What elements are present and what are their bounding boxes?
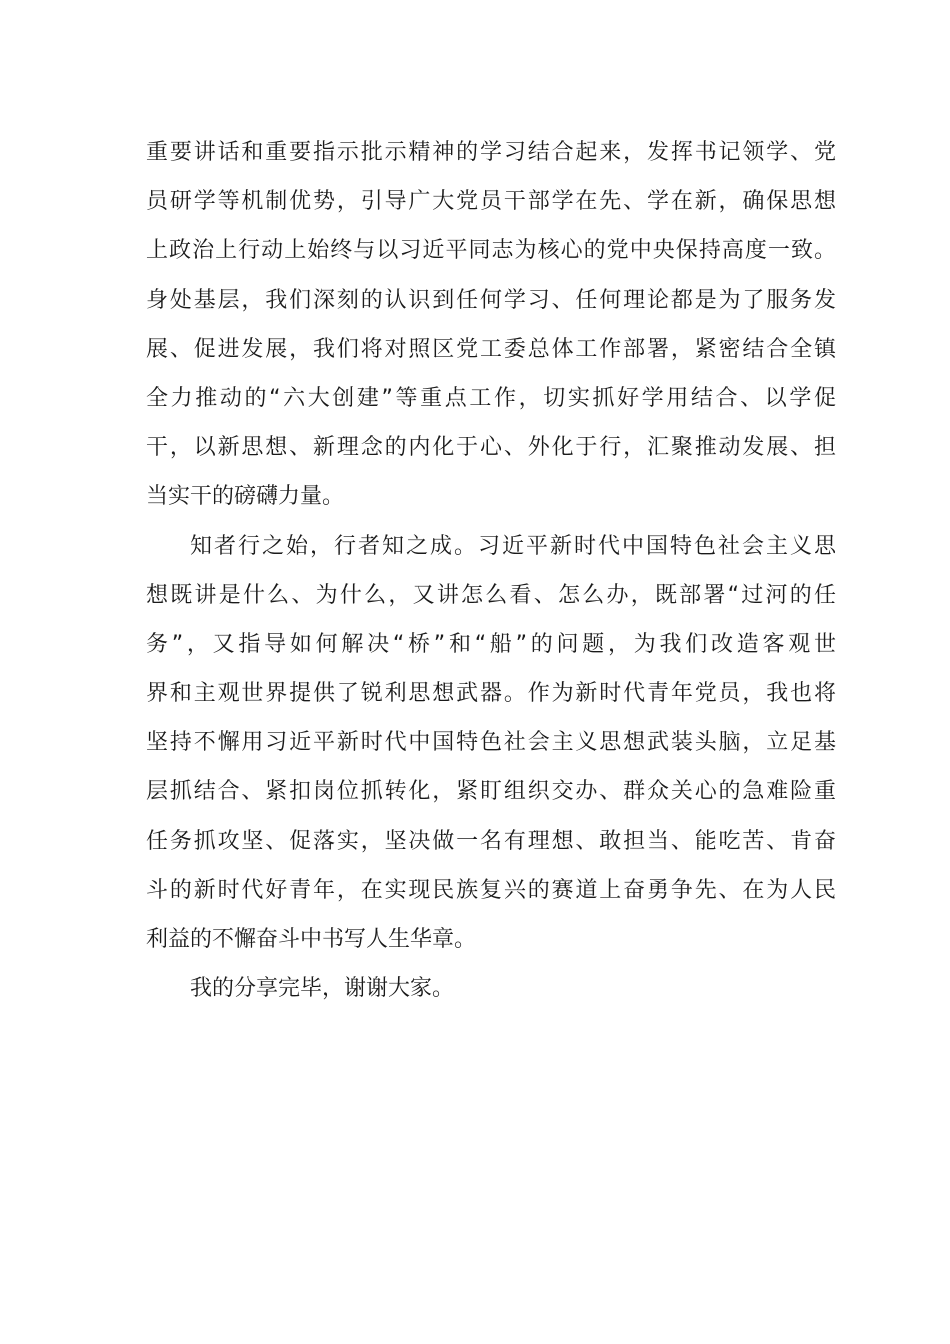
text-line: 想既讲是什么、为什么，又讲怎么看、怎么办，既部署“过河的任 — [146, 582, 836, 608]
text-line: 任务抓攻坚、促落实，坚决做一名有理想、敢担当、能吃苦、肯奋 — [146, 828, 836, 854]
text-line: 斗的新时代好青年，在实现民族复兴的赛道上奋勇争先、在为人民 — [146, 877, 836, 903]
text-line: 全力推动的“六大创建”等重点工作，切实抓好学用结合、以学促 — [146, 385, 836, 411]
text-line: 展、促进发展，我们将对照区党工委总体工作部署，紧密结合全镇 — [146, 336, 836, 362]
paragraph-3 — [146, 964, 836, 1013]
text-line: 界和主观世界提供了锐利思想武器。作为新时代青年党员，我也将 — [146, 681, 836, 707]
text-line: 重要讲话和重要指示批示精神的学习结合起来，发挥书记领学、党 — [146, 140, 836, 165]
text-line: 利益的不懈奋斗中书写人生华章。 — [146, 927, 477, 952]
text-line: 务”，又指导如何解决“桥”和“船”的问题，为我们改造客观世 — [146, 631, 836, 657]
text-line: 身处基层，我们深刻的认识到任何学习、任何理论都是为了服务发 — [146, 287, 836, 313]
document-body — [146, 128, 836, 1013]
text-line: 上政治上行动上始终与以习近平同志为核心的党中央保持高度一致。 — [146, 238, 836, 264]
paragraph-2 — [146, 522, 836, 965]
text-line: 知者行之始，行者知之成。习近平新时代中国特色社会主义思 — [190, 533, 836, 559]
text-line: 层抓结合、紧扣岗位抓转化，紧盯组织交办、群众关心的急难险重 — [146, 779, 836, 805]
text-line: 干，以新思想、新理念的内化于心、外化于行，汇聚推动发展、担 — [146, 435, 836, 461]
text-line: 员研学等机制优势，引导广大党员干部学在先、学在新，确保思想 — [146, 189, 836, 215]
paragraph-1 — [146, 128, 836, 522]
text-line: 我的分享完毕，谢谢大家。 — [190, 976, 455, 1002]
text-line: 坚持不懈用习近平新时代中国特色社会主义思想武装头脑，立足基 — [146, 730, 836, 756]
text-line: 当实干的磅礴力量。 — [146, 484, 345, 510]
